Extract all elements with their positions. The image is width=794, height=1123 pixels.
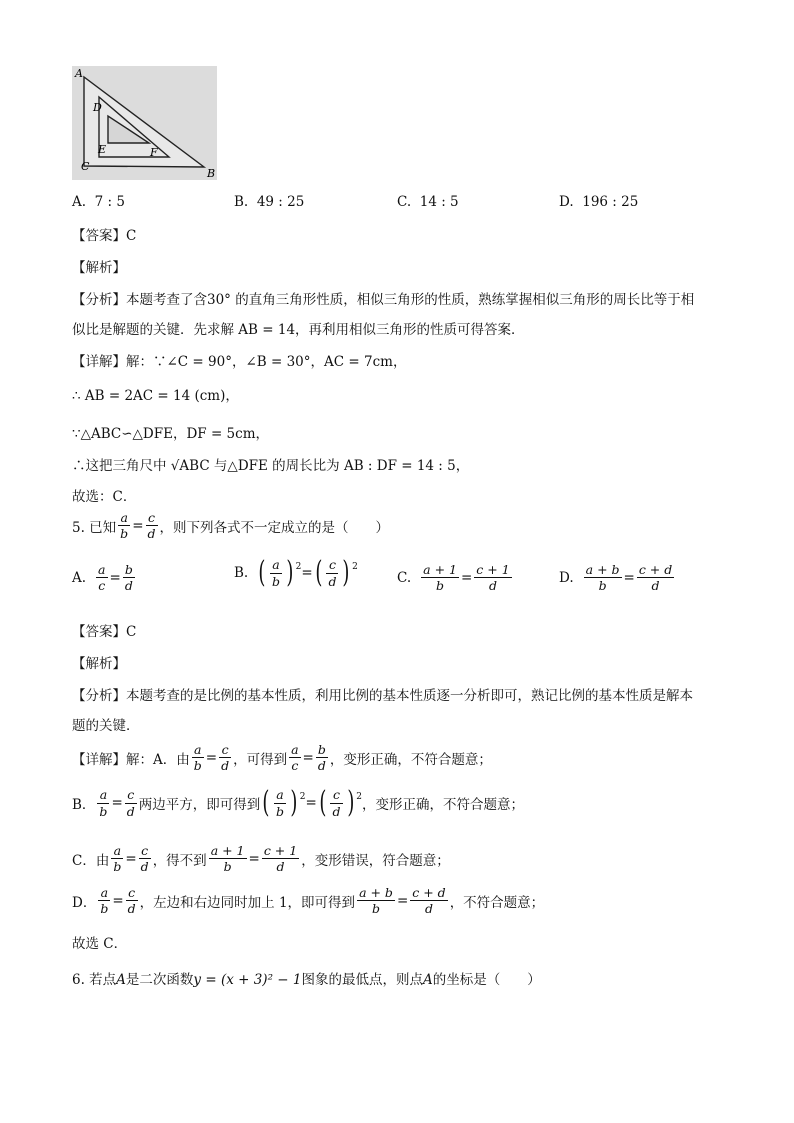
q4-detail-line1: 【详解】解：∵∠C = 90°，∠B = 30°，AC = 7cm， xyxy=(72,354,407,370)
q5-answer: 【答案】C xyxy=(72,624,137,640)
q5-fenxi-line1: 【分析】本题考查的是比例的基本性质，利用比例的基本性质逐一分析即可，熟记比例的基本性质是解本 xyxy=(72,688,693,704)
q6-stem: 6. 若点A是二次函数y = (x + 3)² − 1图象的最低点，则点A的坐标是（ ） xyxy=(72,972,541,988)
q5-detail-d: D． $\frac{a}{b}$ = $\frac{c}{d}$ ，左边和右边同时加上 1，即可得到 $\frac{a + b}{b}$ = $\frac{c + d}{d}$ ，不符合题意； xyxy=(72,885,545,917)
q5-detail-b: B． $\frac{a}{b}$ = $\frac{c}{d}$ 两边平方，即可得到 ( $\frac{a}{b}$ ) 2 = ( $\frac{c}{d}$ ) 2 ，变形正确，不符合题意； xyxy=(72,785,524,820)
label-D: D xyxy=(93,101,102,114)
q4-option-c: C. 14 : 5 xyxy=(397,194,459,210)
q4-analysis-tag: 【解析】 xyxy=(72,260,126,276)
q4-option-b: B. 49 : 25 xyxy=(234,194,305,210)
label-A: A xyxy=(75,67,83,80)
q5-stem: 5. 已知 $\frac{a}{b}$ = $\frac{c}{d}$ ，则下列各式不一定成立的是（ ） xyxy=(72,510,390,542)
q4-option-d: D. 196 : 25 xyxy=(559,194,639,210)
q5-detail-c: C．由 $\frac{a}{b}$ = $\frac{c}{d}$ ，得不到 $\frac{a + 1}{b}$ = $\frac{c + 1}{d}$ ，变形错误，符合题意； xyxy=(72,843,450,875)
triangle-figure xyxy=(72,66,217,180)
q5-option-c: C. $\frac{a + 1}{b}$ = $\frac{c + 1}{d}$ xyxy=(397,562,510,594)
q5-option-b: B. ( $\frac{a}{b}$ ) 2 = ( $\frac{c}{d}$ ) 2 xyxy=(234,555,358,590)
q4-detail-line2: ∴ AB = 2AC = 14 (cm)， xyxy=(72,388,239,404)
q4-option-a: A. 7 : 5 xyxy=(72,194,125,210)
q4-detail-line3: ∵△ABC∽△DFE，DF = 5cm， xyxy=(72,426,269,442)
q5-detail-a: 【详解】 解：A．由 $\frac{a}{b}$ = $\frac{c}{d}$ ，可得到 $\frac{a}{c}$ = $\frac{b}{d}$ ，变形正确，不符合题意； xyxy=(72,742,492,774)
q5-fenxi-line2: 题的关键． xyxy=(72,718,140,734)
label-E: E xyxy=(98,143,107,156)
label-B: B xyxy=(207,167,216,180)
q4-detail-line4: ∴这把三角尺中 √ABC 与△DFE 的周长比为 AB : DF = 14 : 5， xyxy=(72,458,470,474)
q5-option-a: A. $\frac{a}{c}$ = $\frac{b}{d}$ xyxy=(72,562,133,594)
q5-analysis-tag: 【解析】 xyxy=(72,656,126,672)
q4-answer: 【答案】C xyxy=(72,228,137,244)
triangle-diagram xyxy=(72,66,217,180)
q4-fenxi-line2: 似比是解题的关键．先求解 AB = 14，再利用相似三角形的性质可得答案． xyxy=(72,322,525,338)
q4-conclusion: 故选：C． xyxy=(72,489,137,505)
q4-fenxi-line1: 【分析】本题考查了含30° 的直角三角形性质，相似三角形的性质，熟练掌握相似三角形的周长比等于相 xyxy=(72,292,695,308)
label-F: F xyxy=(150,146,158,159)
q5-conclusion: 故选 C． xyxy=(72,936,128,952)
q5-option-d: D. $\frac{a + b}{b}$ = $\frac{c + d}{d}$ xyxy=(559,562,673,594)
label-C: C xyxy=(81,160,90,173)
